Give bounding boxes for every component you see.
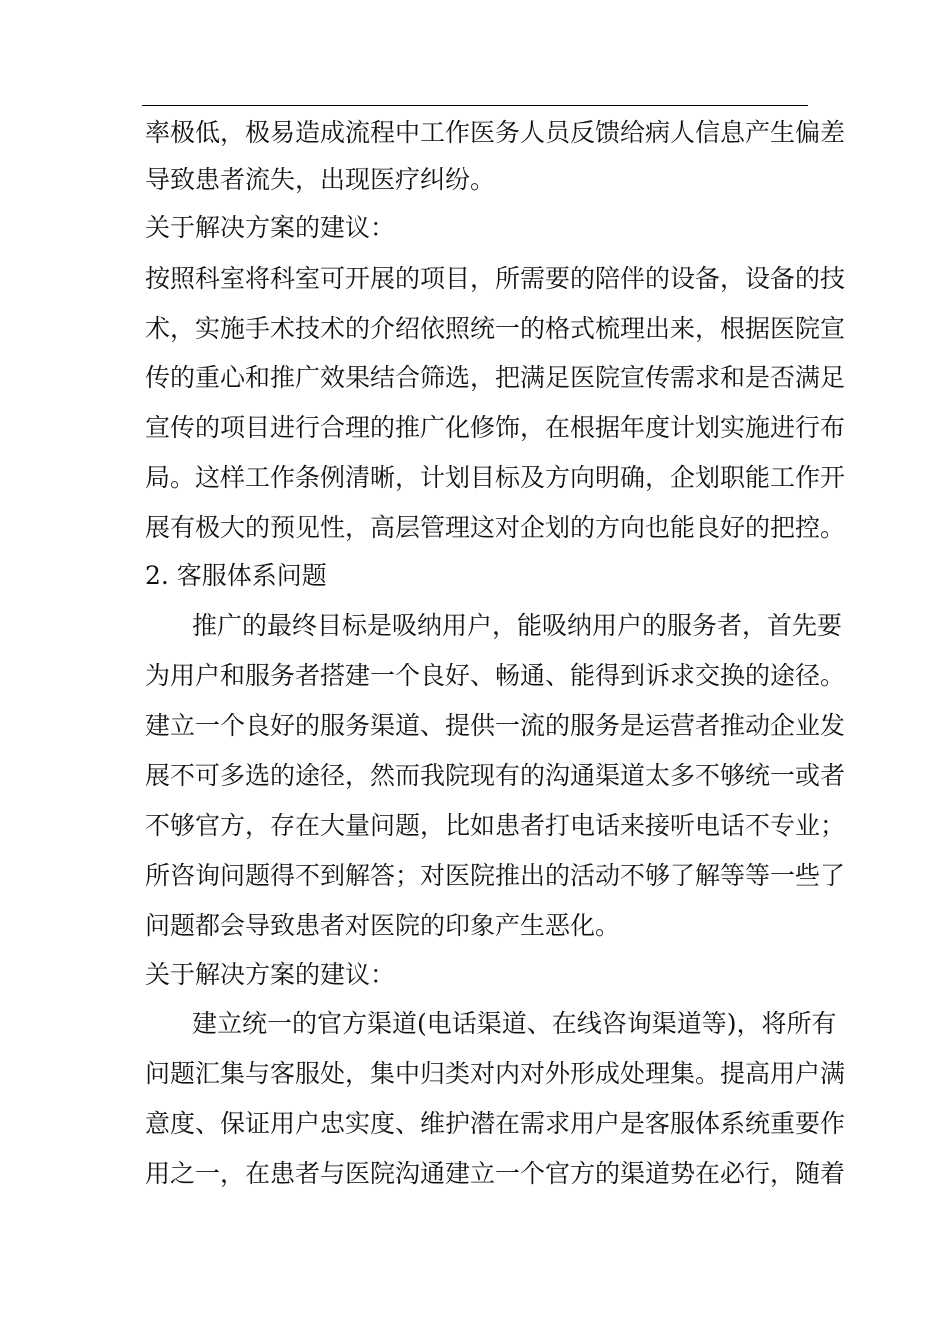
text-line: 为用户和服务者搭建一个良好、畅通、能得到诉求交换的途径。 (145, 661, 846, 690)
text-line: 建立一个良好的服务渠道、提供一流的服务是运营者推动企业发 (145, 711, 846, 740)
text-line: 术，实施手术技术的介绍依照统一的格式梳理出来，根据医院宣 (145, 314, 846, 343)
text-line: 局。这样工作条例清晰，计划目标及方向明确，企划职能工作开 (145, 463, 846, 492)
section-heading: 关于解决方案的建议： (145, 960, 396, 989)
text-line: 率极低，极易造成流程中工作医务人员反馈给病人信息产生偏差 (145, 118, 846, 147)
text-line: 不够官方，存在大量问题，比如患者打电话来接听电话不专业； (145, 811, 846, 840)
text-line: 按照科室将科室可开展的项目，所需要的陪伴的设备，设备的技 (145, 264, 846, 293)
text-line: 建立统一的官方渠道(电话渠道、在线咨询渠道等)，将所有 (192, 1009, 837, 1038)
text-line: 意度、保证用户忠实度、维护潜在需求用户是客服体系统重要作 (145, 1109, 846, 1138)
text-line: 导致患者流失，出现医疗纠纷。 (145, 165, 496, 194)
section-heading: 关于解决方案的建议： (145, 213, 396, 242)
header-rule (142, 105, 808, 106)
text-line: 用之一，在患者与医院沟通建立一个官方的渠道势在必行，随着 (145, 1159, 846, 1188)
text-line: 传的重心和推广效果结合筛选，把满足医院宣传需求和是否满足 (145, 363, 846, 392)
section-heading: 2. 客服体系问题 (145, 561, 327, 590)
text-line: 展不可多选的途径，然而我院现有的沟通渠道太多不够统一或者 (145, 761, 846, 790)
text-line: 问题汇集与客服处，集中归类对内对外形成处理集。提高用户满 (145, 1059, 846, 1088)
text-line: 问题都会导致患者对医院的印象产生恶化。 (145, 911, 621, 940)
text-line: 推广的最终目标是吸纳用户，能吸纳用户的服务者，首先要 (192, 611, 843, 640)
text-line: 展有极大的预见性，高层管理这对企划的方向也能良好的把控。 (145, 513, 846, 542)
text-line: 宣传的项目进行合理的推广化修饰，在根据年度计划实施进行布 (145, 413, 846, 442)
text-line: 所咨询问题得不到解答；对医院推出的活动不够了解等等一些了 (145, 861, 846, 890)
